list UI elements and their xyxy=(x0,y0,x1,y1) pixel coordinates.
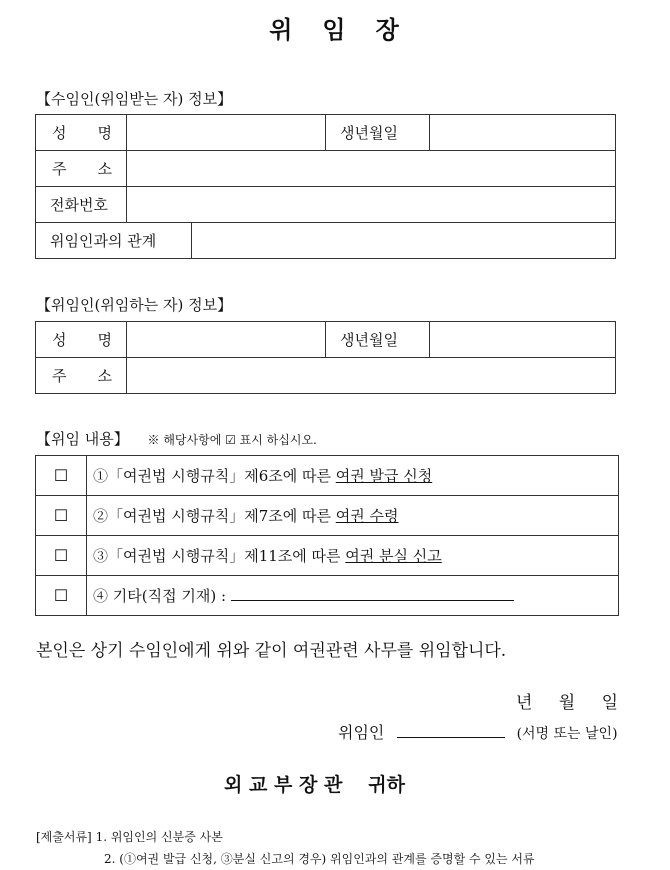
delegation-heading-row xyxy=(36,428,317,449)
signature-label: 위임인 xyxy=(338,723,385,742)
year-label: 년 xyxy=(516,693,533,713)
delegation-item-2: ②「여권법 시행규칙」제7조에 따른 여권 수령 xyxy=(87,496,619,536)
delegation-item-3: ③「여권법 시행규칙」제11조에 따른 여권 분실 신고 xyxy=(87,536,619,576)
day-label: 일 xyxy=(601,693,618,713)
other-input-line[interactable] xyxy=(231,586,514,601)
delegator-section-heading: 【위임인(위임하는 자) 정보】 xyxy=(36,296,233,314)
recipient-relation-table xyxy=(35,222,616,259)
delegator-address-field[interactable] xyxy=(127,358,616,394)
documents-label: [제출서류] xyxy=(36,830,92,844)
addressee-suffix: 귀하 xyxy=(368,774,406,796)
name-label-cell: 성 명 xyxy=(36,115,127,151)
document-item: 1. 위임인의 신분증 사본 xyxy=(95,830,223,844)
recipient-address-field[interactable] xyxy=(127,151,616,187)
title-char: 임 xyxy=(322,15,348,44)
recipient-relation-field[interactable] xyxy=(192,223,616,259)
addressee: 외 교 부 장 관 귀하 xyxy=(224,774,406,796)
recipient-name-field[interactable] xyxy=(127,115,326,151)
delegator-name-field[interactable] xyxy=(127,322,326,358)
recipient-section-heading: 【수임인(위임받는 자) 정보】 xyxy=(36,90,233,108)
title-char: 위 xyxy=(269,15,295,44)
birth-label-cell: 생년월일 xyxy=(326,322,430,358)
birth-label-cell: 생년월일 xyxy=(326,115,430,151)
recipient-table xyxy=(35,114,616,223)
recipient-birth-field[interactable] xyxy=(430,115,616,151)
checkbox-item-4[interactable]: ☐ xyxy=(36,576,87,616)
signature-line xyxy=(338,720,618,743)
name-label-cell: 성 명 xyxy=(36,322,127,358)
delegation-note: ※ 해당사항에 ☑ 표시 하십시오. xyxy=(147,433,317,447)
signature-hint: (서명 또는 날인) xyxy=(516,726,618,742)
title-char: 장 xyxy=(375,15,401,44)
relation-label-cell: 위임인과의 관계 xyxy=(36,223,192,259)
delegator-table xyxy=(35,321,616,394)
documents-line-1 xyxy=(36,828,223,845)
delegation-item-4: ④ 기타(직접 기재) : xyxy=(87,576,619,616)
checkbox-item-1[interactable]: ☐ xyxy=(36,456,87,496)
checkbox-item-2[interactable]: ☐ xyxy=(36,496,87,536)
delegation-section-heading: 【위임 내용】 xyxy=(36,430,129,448)
delegation-statement: 본인은 상기 수임인에게 위와 같이 여권관련 사무를 위임합니다. xyxy=(36,641,507,661)
delegation-table xyxy=(35,455,619,616)
delegation-item-1: ①「여권법 시행규칙」제6조에 따른 여권 발급 신청 xyxy=(87,456,619,496)
phone-label-cell: 전화번호 xyxy=(36,187,127,223)
document-title xyxy=(0,10,670,45)
month-label: 월 xyxy=(558,693,576,713)
date-line xyxy=(516,688,618,713)
checkbox-item-3[interactable]: ☐ xyxy=(36,536,87,576)
address-label-cell: 주 소 xyxy=(36,151,127,187)
address-label-cell: 주 소 xyxy=(36,358,127,394)
delegator-birth-field[interactable] xyxy=(430,322,616,358)
documents-line-2: 2. (①여권 발급 신청, ③분실 신고의 경우) 위임인과의 관계를 증명할 수 있는 서류 xyxy=(104,852,535,866)
signature-field[interactable] xyxy=(397,723,505,738)
recipient-phone-field[interactable] xyxy=(127,187,616,223)
